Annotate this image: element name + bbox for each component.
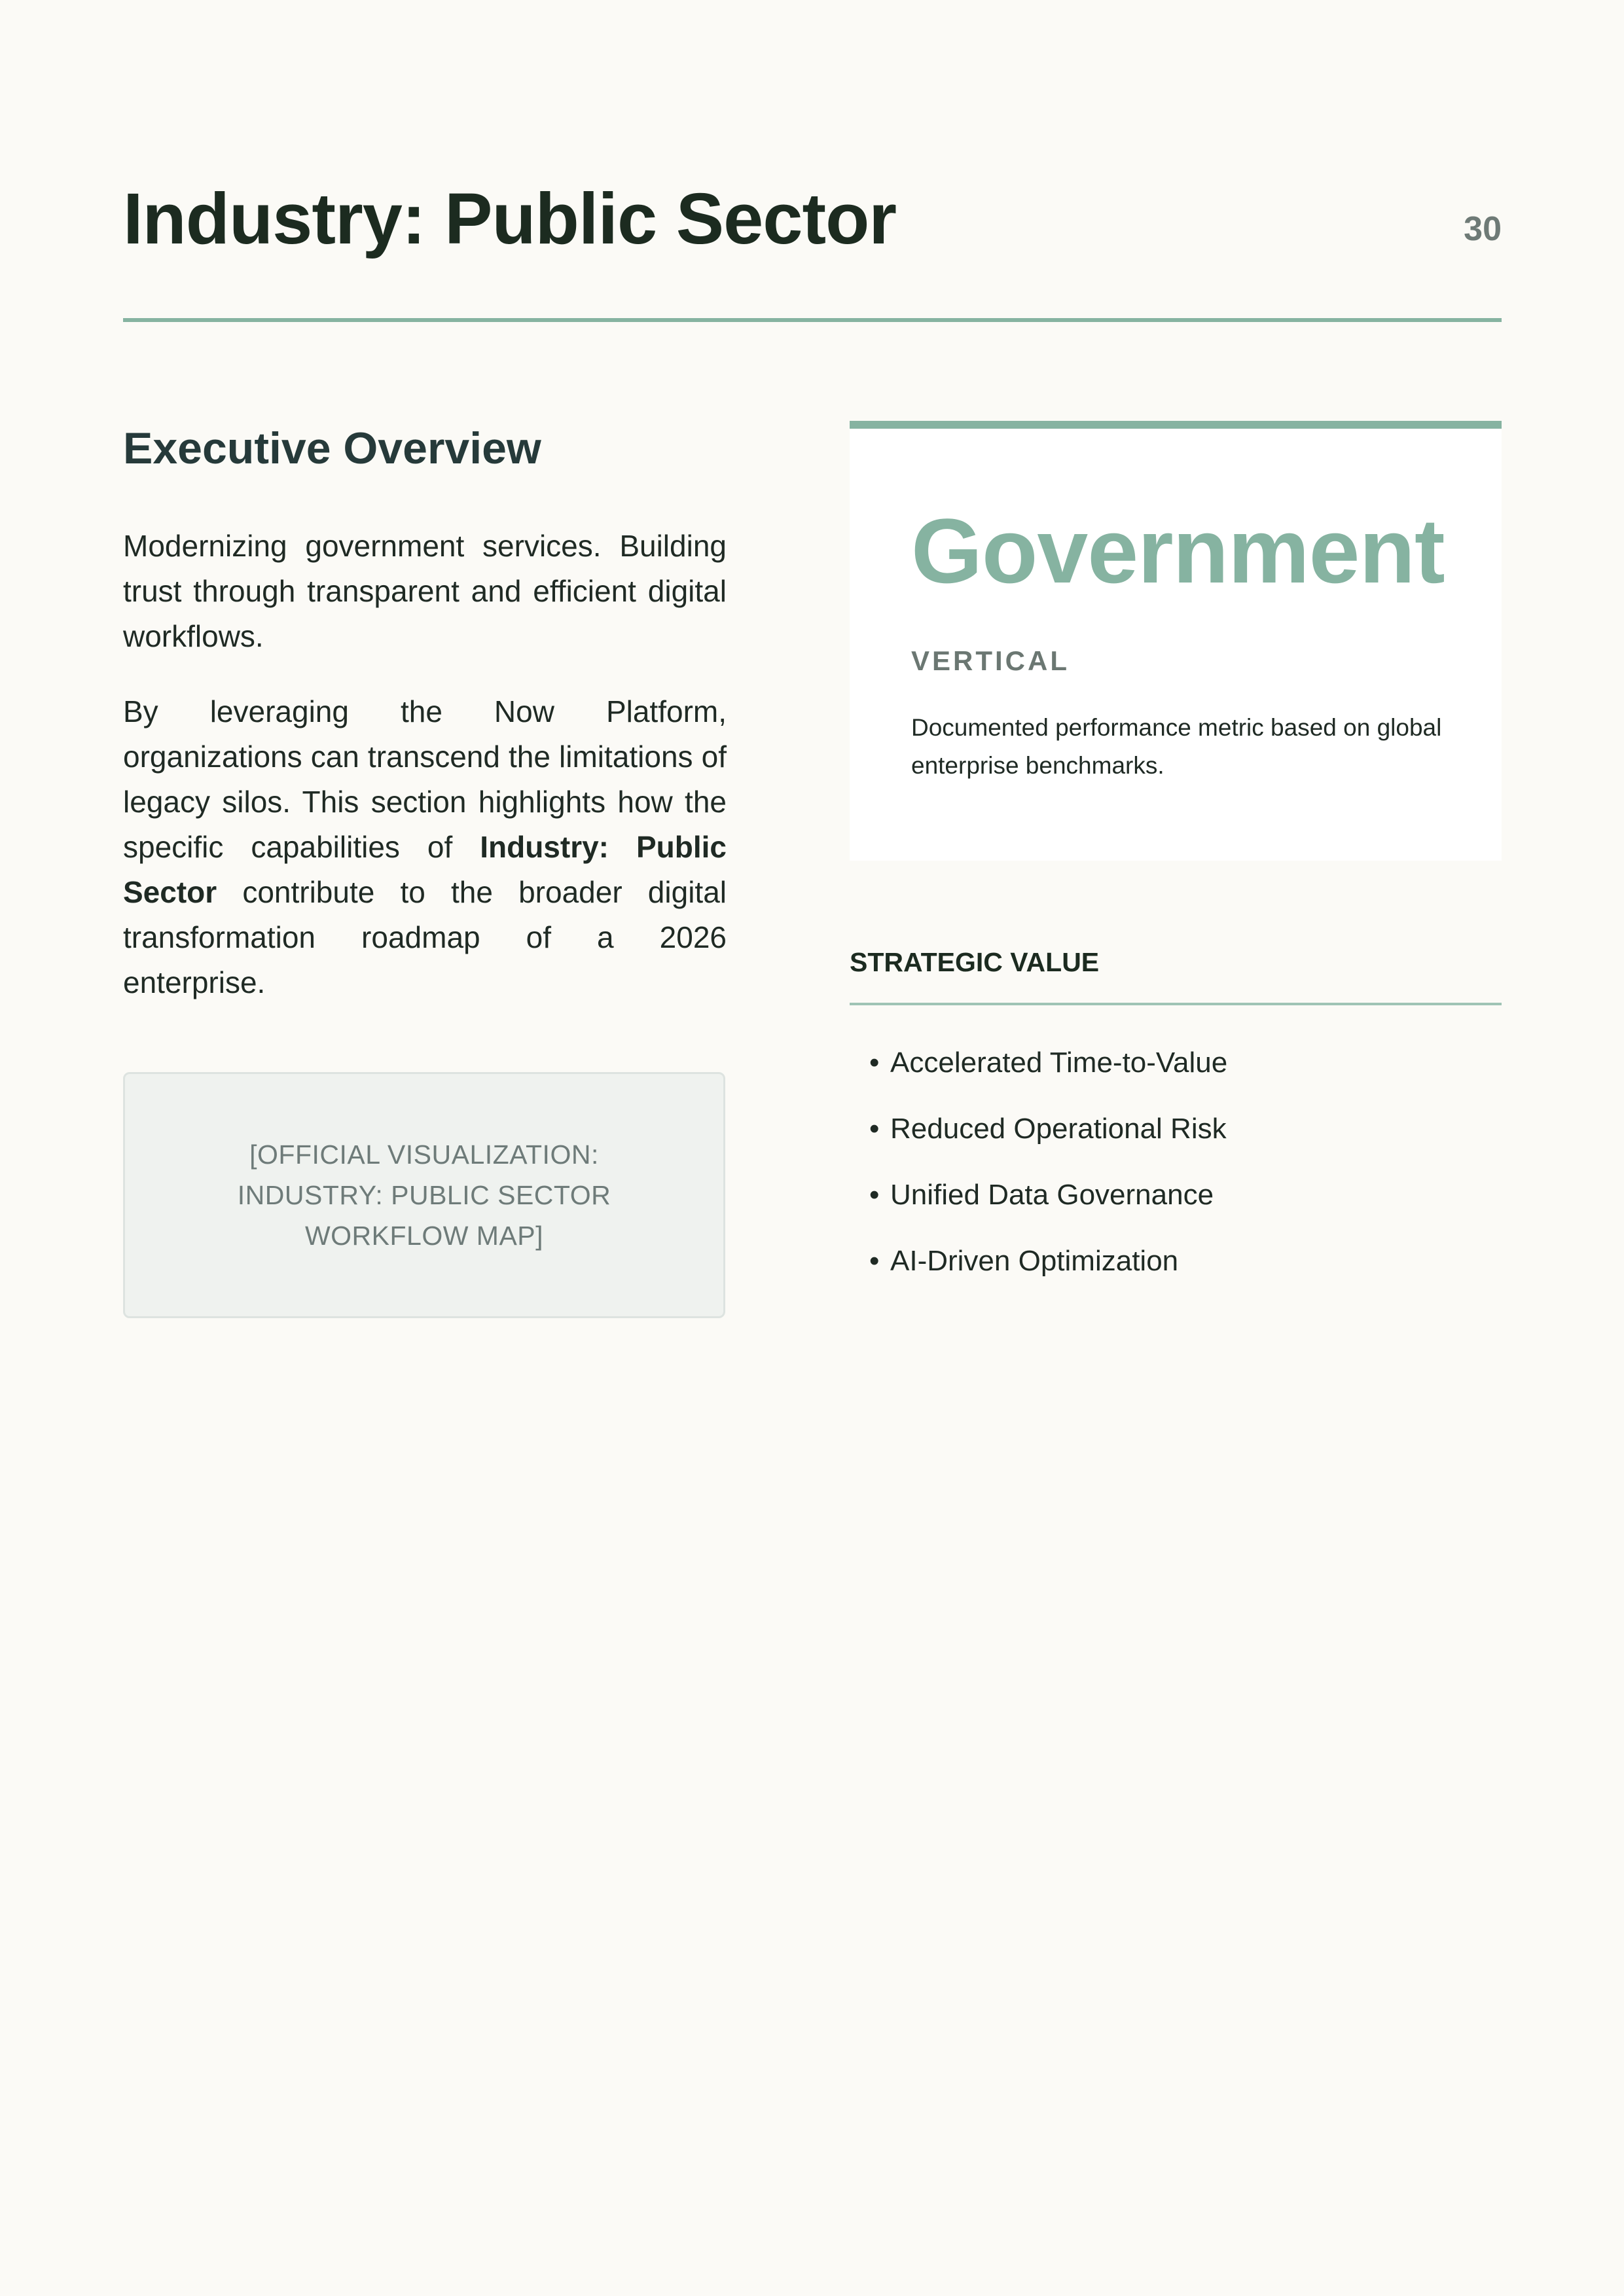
metric-description: Documented performance metric based on global enterprise benchmarks. xyxy=(911,714,1442,779)
bullet-icon: • xyxy=(869,1179,880,1211)
page-title: Industry: Public Sector xyxy=(123,179,897,259)
strategic-value-list xyxy=(850,1042,1502,1306)
strategic-value-heading: STRATEGIC VALUE xyxy=(850,942,1502,1005)
paragraph-2-text-start: By leveraging the Now Platform, organizations can transcend the limitations of legacy silos. This section highlights how the specific capabilities of xyxy=(123,694,727,864)
paragraph-2-text-end: contribute to the broader digital transformation roadmap of a 2026 enterprise. xyxy=(123,875,727,999)
metric-value: Government xyxy=(911,499,1445,602)
executive-overview-section xyxy=(123,419,727,1251)
visualization-placeholder-text: [OFFICIAL VISUALIZATION: INDUSTRY: PUBLIC SECTOR WORKFLOW MAP] xyxy=(237,1139,611,1251)
list-item-text: AI-Driven Optimization xyxy=(890,1245,1179,1277)
page-number: 30 xyxy=(1464,210,1502,248)
visualization-placeholder xyxy=(123,1072,725,1318)
page-header xyxy=(123,164,1502,322)
list-item xyxy=(850,1240,1502,1282)
list-item-text: Accelerated Time-to-Value xyxy=(890,1047,1228,1079)
overview-paragraph-1: Modernizing government services. Building trust through transparent and efficient digital workflows. xyxy=(123,529,727,653)
document-page xyxy=(123,0,1502,2296)
bullet-icon: • xyxy=(869,1047,880,1079)
bullet-icon: • xyxy=(869,1113,880,1145)
metric-card xyxy=(850,421,1502,861)
section-heading: Executive Overview xyxy=(123,423,541,473)
list-item xyxy=(850,1174,1502,1216)
overview-paragraph-2 xyxy=(123,689,727,1005)
list-item-text: Unified Data Governance xyxy=(890,1179,1214,1211)
paragraph-2-bold-term: Industry: Public Sector xyxy=(123,830,727,909)
list-item-text: Reduced Operational Risk xyxy=(890,1113,1227,1145)
metric-label: VERTICAL xyxy=(911,645,1070,676)
bullet-icon: • xyxy=(869,1245,880,1277)
list-item xyxy=(850,1042,1502,1084)
list-item xyxy=(850,1108,1502,1150)
